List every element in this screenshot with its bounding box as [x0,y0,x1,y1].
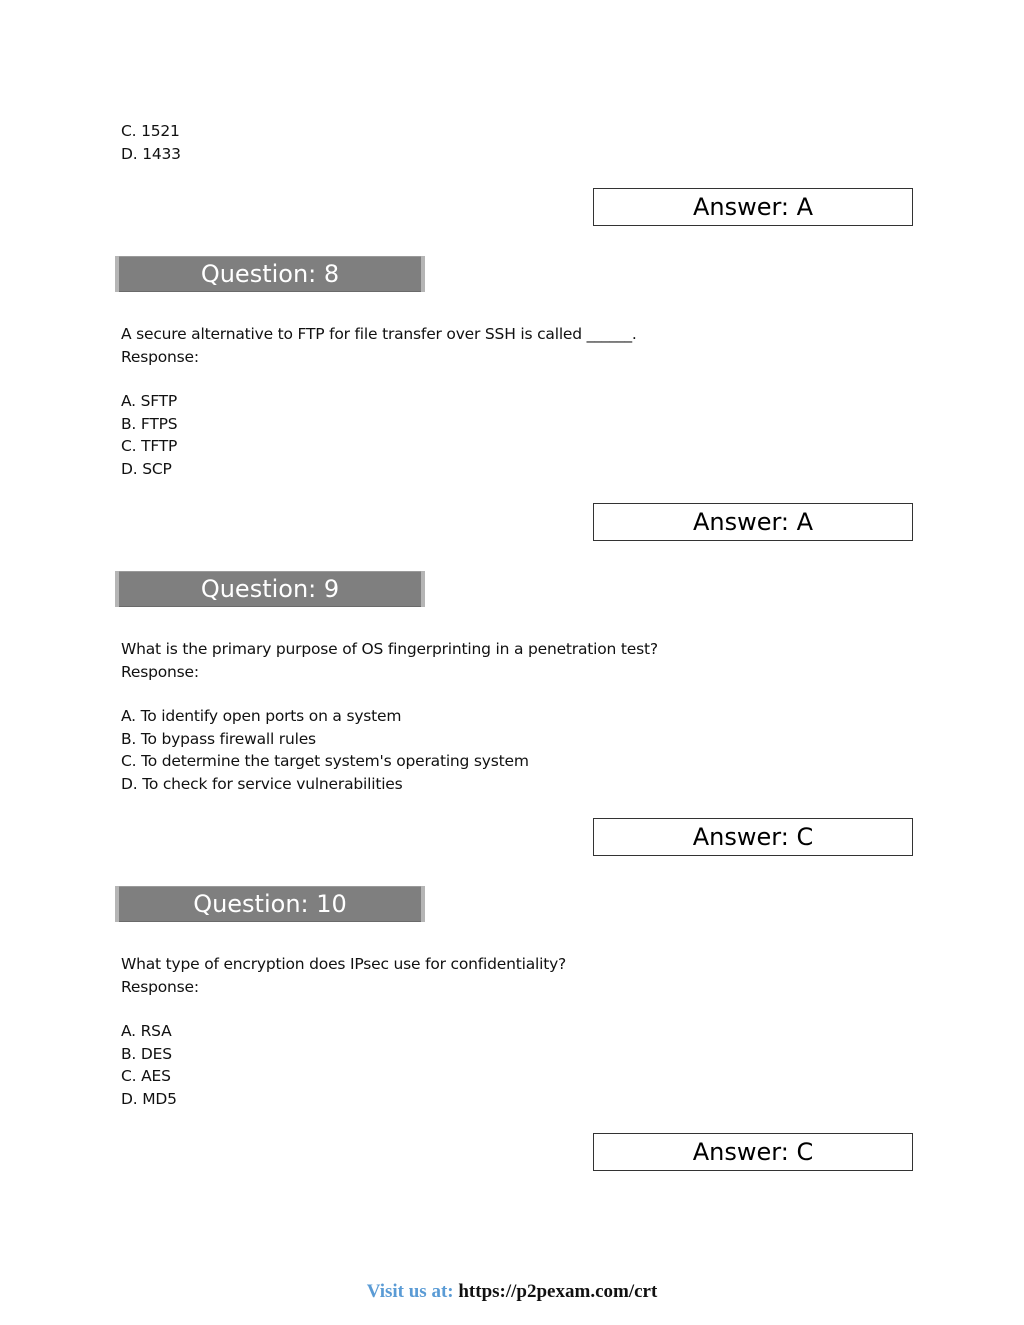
option-text: B. FTPS [121,415,178,433]
question-banner [115,571,425,607]
option-text: C. AES [121,1067,171,1085]
answer-box: Answer: A [593,188,913,226]
option-text: A. To identify open ports on a system [121,707,402,725]
option-text: D. To check for service vulnerabilities [121,775,403,793]
question-banner [115,886,425,922]
option-text: C. TFTP [121,437,178,455]
option-text: C. To determine the target system's operating system [121,752,529,770]
response-label: Response: [121,348,199,366]
question-text: A secure alternative to FTP for file transfer over SSH is called ______. [121,325,637,343]
option-text: D. MD5 [121,1090,177,1108]
footer-url-link[interactable]: https://p2pexam.com/crt [458,1281,658,1302]
question-title: Question: 9 [200,575,340,603]
option-text: D. SCP [121,460,172,478]
answer-box: Answer: A [593,503,913,541]
question-text: What type of encryption does IPsec use for confidentiality? [121,955,567,973]
question-banner [115,256,425,292]
response-label: Response: [121,663,199,681]
response-label: Response: [121,978,199,996]
question-text: What is the primary purpose of OS fingerprinting in a penetration test? [121,640,658,658]
question-title: Question: 8 [200,260,340,288]
option-text: A. RSA [121,1022,172,1040]
option-text: D. 1433 [121,145,181,163]
option-text: A. SFTP [121,392,178,410]
option-text: C. 1521 [121,122,180,140]
footer-visit-label: Visit us at: [366,1281,454,1302]
footer [0,1281,1024,1303]
answer-box: Answer: C [593,818,913,856]
answer-box: Answer: C [593,1133,913,1171]
question-title: Question: 10 [193,890,347,918]
option-text: B. DES [121,1045,172,1063]
option-text: B. To bypass firewall rules [121,730,316,748]
